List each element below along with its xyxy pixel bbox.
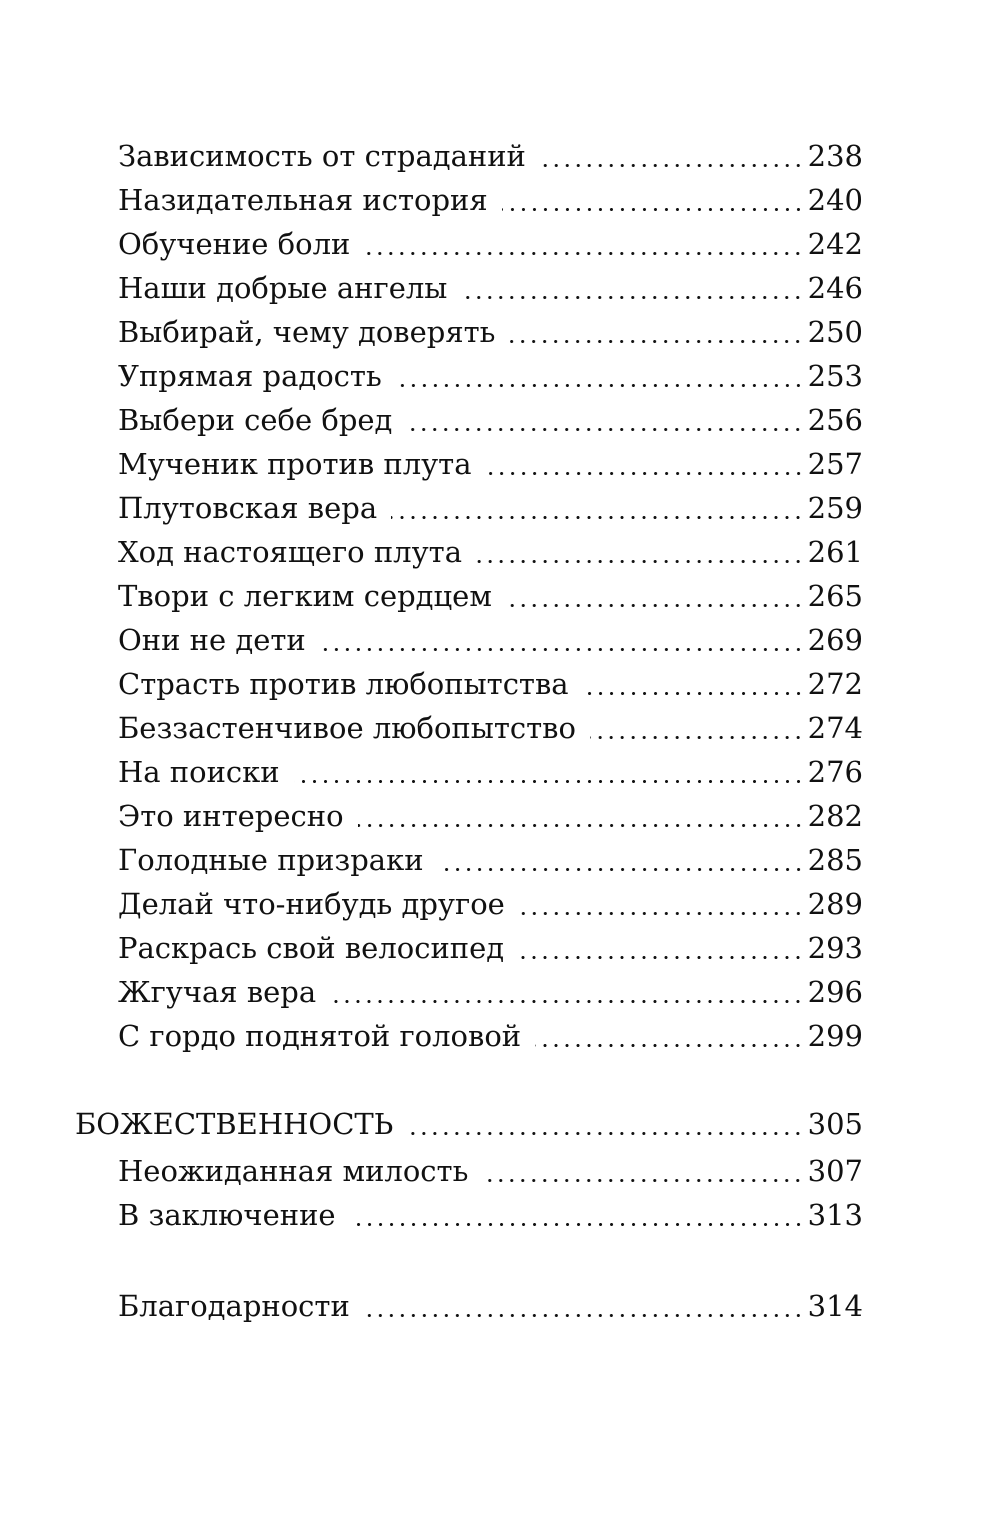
dot-leader — [330, 1000, 803, 1003]
dot-leader — [294, 780, 804, 783]
toc-entry — [118, 662, 863, 706]
dot-leader — [350, 1223, 804, 1226]
toc-entry-page: 253 — [807, 359, 863, 393]
toc-entry-title: Выбери себе бред — [118, 403, 393, 437]
toc-section-page: 305 — [807, 1107, 863, 1141]
toc-entry — [118, 354, 863, 398]
toc-entry-acknowledgements — [118, 1284, 863, 1328]
toc-entry — [118, 1014, 863, 1058]
toc-entry — [118, 1149, 863, 1193]
toc-entry — [118, 970, 863, 1014]
dot-leader — [540, 164, 804, 167]
toc-entry-page: 261 — [807, 535, 863, 569]
toc-entry-title: Они не дети — [118, 623, 306, 657]
dot-leader — [364, 252, 803, 255]
toc-entry — [118, 530, 863, 574]
toc-entry-title: Плутовская вера — [118, 491, 378, 525]
toc-entry-title: Делай что-нибудь другое — [118, 887, 505, 921]
toc-entry-page: 285 — [807, 843, 863, 877]
dot-leader — [486, 472, 804, 475]
toc-entry — [118, 134, 863, 178]
dot-leader — [396, 384, 804, 387]
dot-leader — [583, 692, 804, 695]
dot-leader — [476, 560, 804, 563]
toc-entry-page: 293 — [807, 931, 863, 965]
toc-entry-title: Страсть против любопытства — [118, 667, 569, 701]
toc-entry-page: 242 — [807, 227, 863, 261]
dot-leader — [590, 736, 804, 739]
dot-leader — [407, 1132, 803, 1135]
toc-entry — [118, 926, 863, 970]
toc-entry-title: Раскрась свой велосипед — [118, 931, 505, 965]
toc-entry — [118, 750, 863, 794]
toc-entry-page: 238 — [807, 139, 863, 173]
dot-leader — [535, 1044, 804, 1047]
dot-leader — [518, 956, 804, 959]
toc-entry-title: Неожиданная милость — [118, 1154, 469, 1188]
toc-entry-title: Мученик против плута — [118, 447, 472, 481]
toc-entry-page: 289 — [807, 887, 863, 921]
dot-leader — [364, 1314, 804, 1317]
toc-entry-title: С гордо поднятой головой — [118, 1019, 522, 1053]
toc-entry-page: 250 — [807, 315, 863, 349]
toc-entry-title: Обучение боли — [118, 227, 351, 261]
dot-leader — [461, 296, 803, 299]
toc-entry-title: Голодные призраки — [118, 843, 424, 877]
toc-entry-page: 307 — [807, 1154, 863, 1188]
toc-entry — [118, 310, 863, 354]
dot-leader — [391, 516, 804, 519]
toc-entry-page: 276 — [807, 755, 863, 789]
toc-entry — [118, 266, 863, 310]
toc-entry-page: 299 — [807, 1019, 863, 1053]
toc-entry-page: 313 — [807, 1198, 863, 1232]
toc-entry-title: Жгучая вера — [118, 975, 317, 1009]
toc-entry-page: 314 — [807, 1289, 863, 1323]
toc-entry — [118, 178, 863, 222]
dot-leader — [482, 1179, 803, 1182]
dot-leader — [358, 824, 804, 827]
toc-entry — [118, 222, 863, 266]
dot-leader — [406, 428, 803, 431]
dot-leader — [502, 208, 804, 211]
toc-entry-title: Зависимость от страданий — [118, 139, 526, 173]
toc-entry-title: Назидательная история — [118, 183, 488, 217]
dot-leader — [509, 340, 803, 343]
toc-entry-page: 272 — [807, 667, 863, 701]
toc-entry-title: Это интересно — [118, 799, 344, 833]
toc-entry — [118, 1193, 863, 1237]
toc-entry — [118, 442, 863, 486]
toc-section-title: БОЖЕСТВЕННОСТЬ — [75, 1107, 394, 1141]
toc-entry-page: 296 — [807, 975, 863, 1009]
toc-entry-title: В заключение — [118, 1198, 336, 1232]
toc-entry-title: Упрямая радость — [118, 359, 382, 393]
toc-entry-page: 257 — [807, 447, 863, 481]
toc-entry-page: 240 — [807, 183, 863, 217]
toc-entry-page: 246 — [807, 271, 863, 305]
toc-entry-title: Наши добрые ангелы — [118, 271, 448, 305]
toc-entry — [118, 618, 863, 662]
toc-entry-page: 256 — [807, 403, 863, 437]
toc-entry-title: Беззастенчивое любопытство — [118, 711, 576, 745]
toc-section-heading — [75, 1102, 863, 1146]
toc-entry — [118, 794, 863, 838]
toc-entry-title: Ход настоящего плута — [118, 535, 462, 569]
toc-entry-page: 265 — [807, 579, 863, 613]
dot-leader — [519, 912, 804, 915]
toc-entry — [118, 838, 863, 882]
dot-leader — [320, 648, 804, 651]
dot-leader — [506, 604, 804, 607]
toc-entry-page: 259 — [807, 491, 863, 525]
toc-entry-title: Выбирай, чему доверять — [118, 315, 496, 349]
toc-entry — [118, 882, 863, 926]
toc-entry-title: На поиски — [118, 755, 280, 789]
toc-entry — [118, 706, 863, 750]
toc-entry-page: 274 — [807, 711, 863, 745]
toc-entry — [118, 398, 863, 442]
toc-entry — [118, 574, 863, 618]
toc-entry-title: Благодарности — [118, 1289, 350, 1323]
toc-entry-page: 282 — [807, 799, 863, 833]
toc-entry — [118, 486, 863, 530]
toc-entry-title: Твори с легким сердцем — [118, 579, 492, 613]
dot-leader — [438, 868, 804, 871]
toc-entry-page: 269 — [807, 623, 863, 657]
